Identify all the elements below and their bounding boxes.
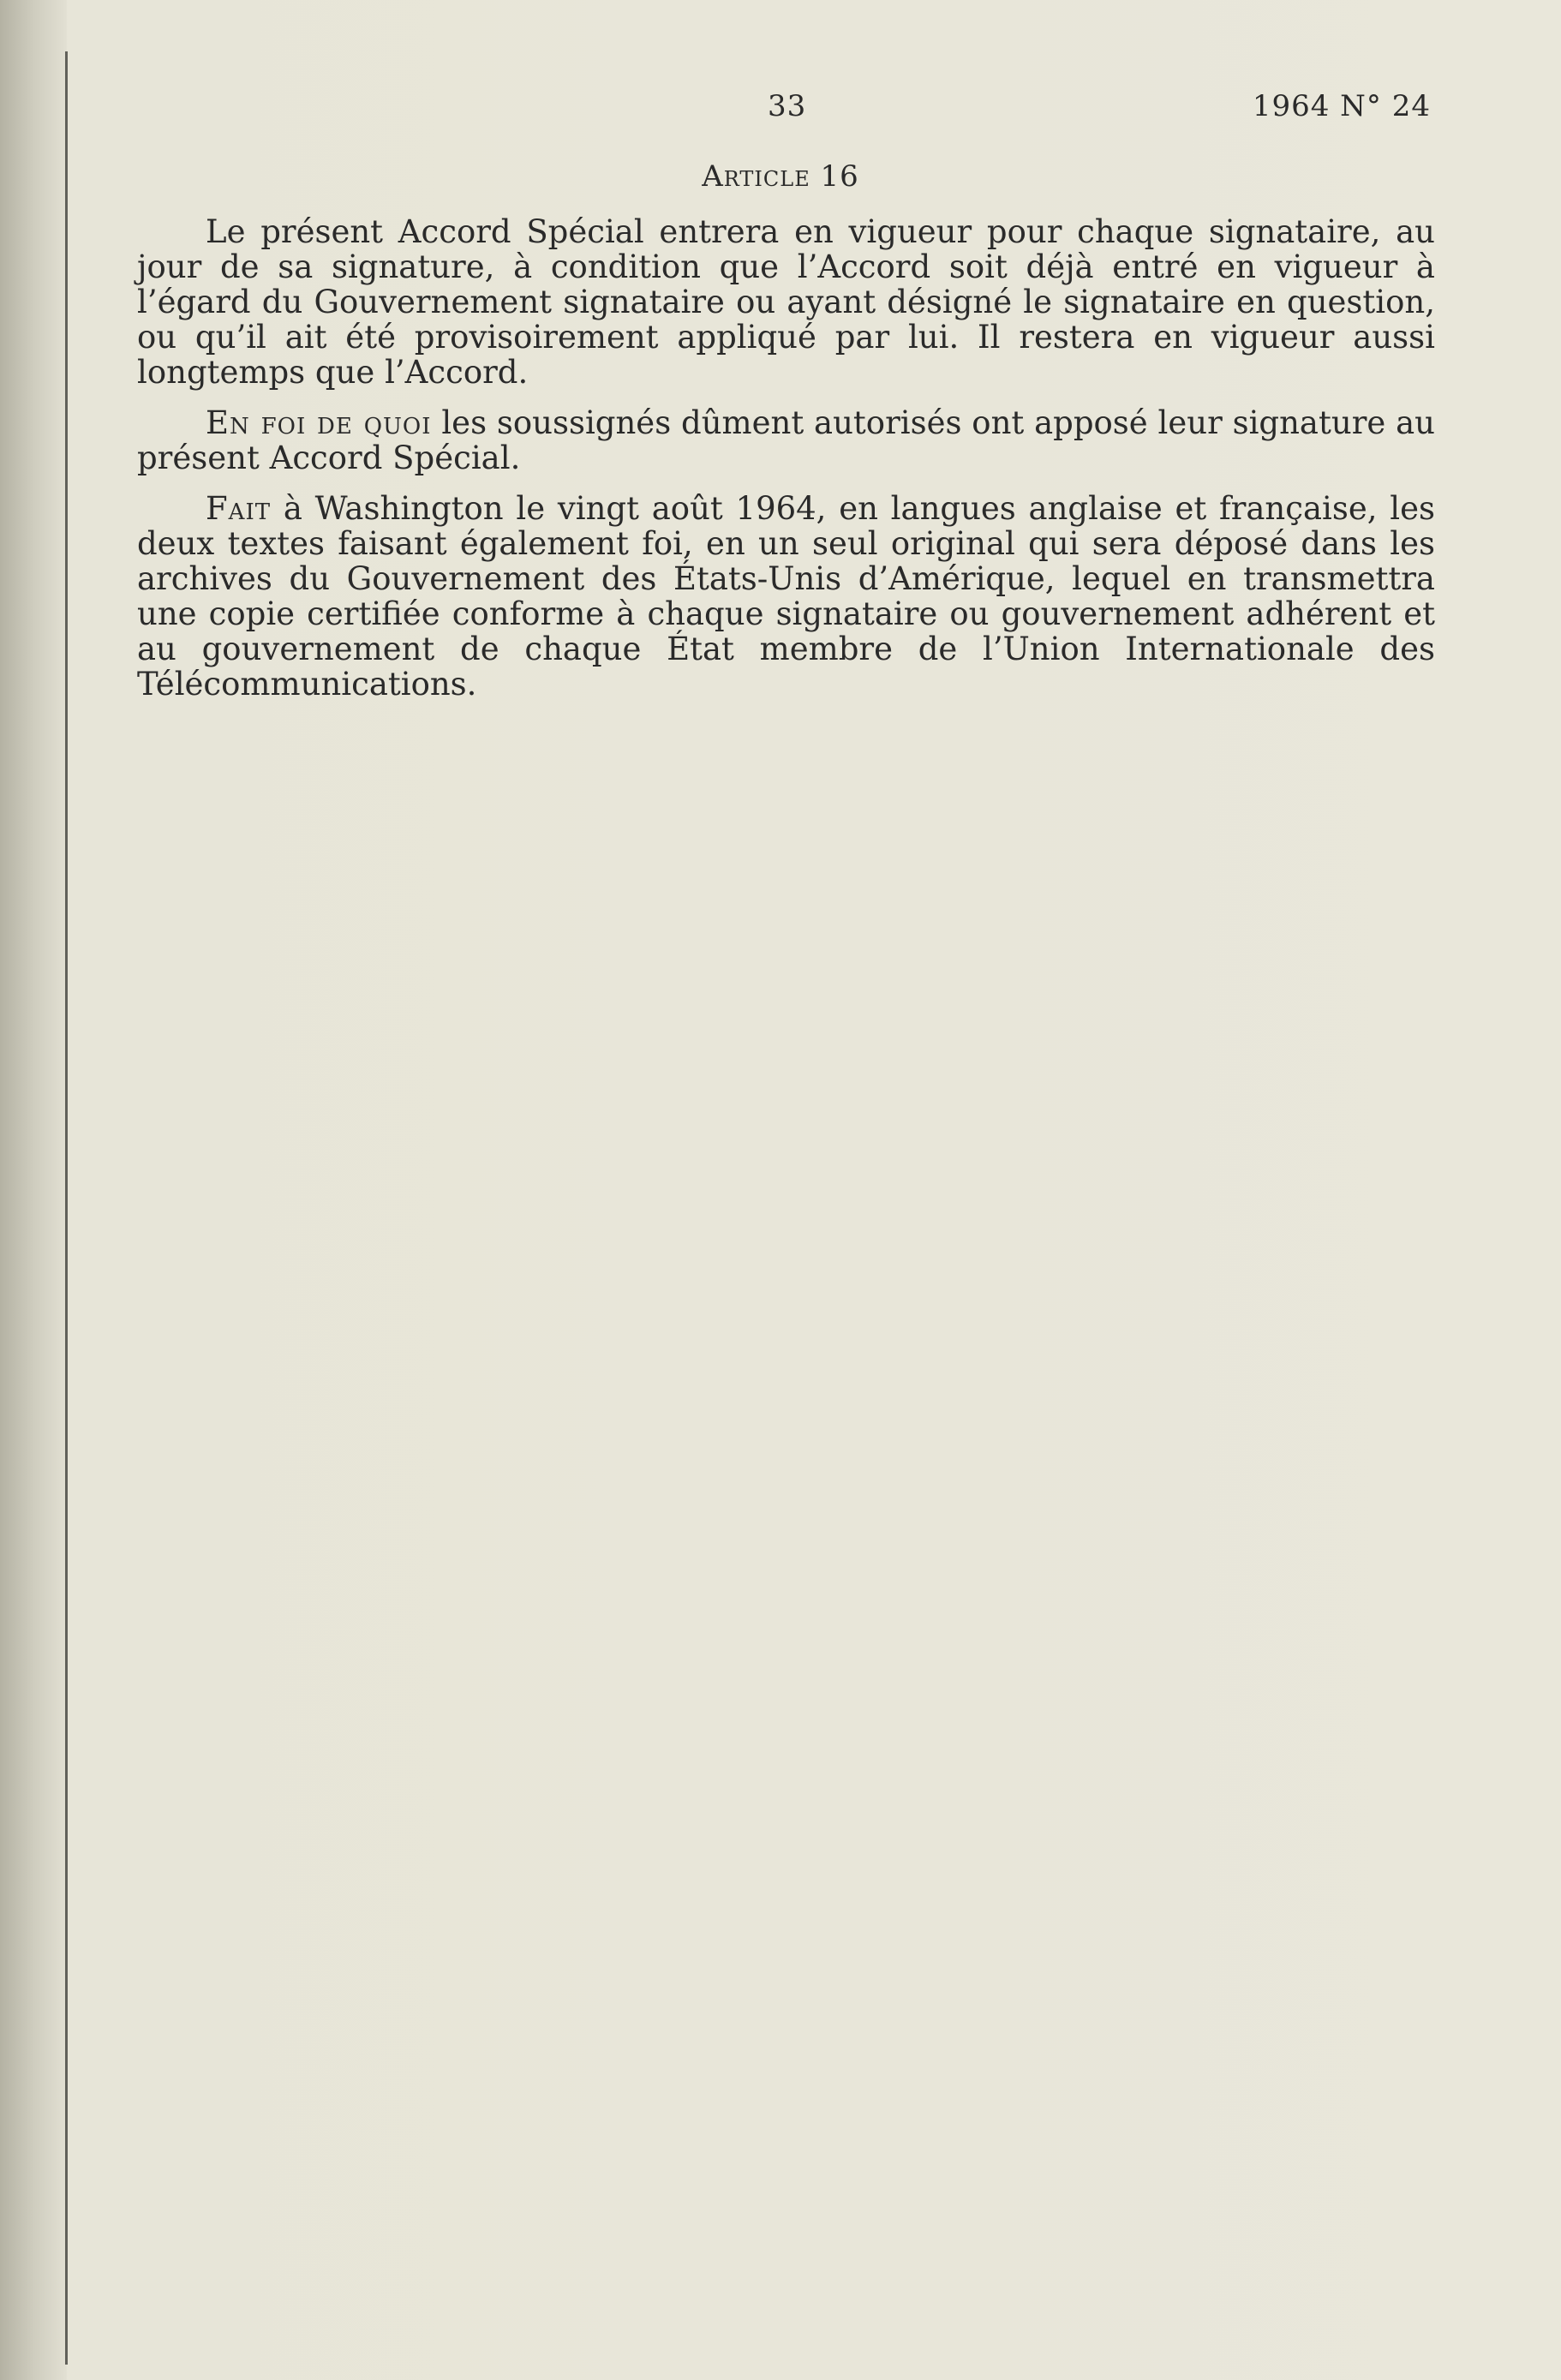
paragraph-lead: Fait bbox=[206, 490, 272, 527]
page-header bbox=[137, 89, 1439, 132]
paragraph-text: les soussignés dûment autorisés ont apposé leur signature au présent Accord Spécial. bbox=[137, 404, 1435, 476]
book-spine-shadow bbox=[0, 0, 67, 2380]
paragraph-lead: En foi de quoi bbox=[206, 404, 432, 441]
paragraph-in-witness bbox=[137, 405, 1435, 475]
document-reference: 1964 N° 24 bbox=[1252, 89, 1431, 123]
binding-line bbox=[65, 51, 68, 2365]
article-title: Article 16 bbox=[702, 159, 859, 194]
page-number: 33 bbox=[768, 89, 807, 123]
article-body bbox=[137, 214, 1435, 717]
paragraph-entry-into-force: Le présent Accord Spécial entrera en vigueur pour chaque signataire, au jour de sa signature, à condition que l’Accord soit déjà entré en vigueur à l’égard du Gouvernement signataire ou ayant désigné le signataire en question, ou qu’il ait été provisoirement appliqué par lui. Il restera en vigueur aussi longtemps que l’Accord. bbox=[137, 213, 1435, 391]
paragraph-done-at bbox=[137, 491, 1435, 702]
paragraph-text: à Washington le vingt août 1964, en langues anglaise et française, les deux textes faisant également foi, en un seul original qui sera déposé dans les archives du Gouvernement des États-Unis d’Amérique, lequel en transmettra une copie certifiée conforme à chaque signataire ou gouvernement adhérent et au gouvernement de chaque État membre de l’Union Internationale des Télécommunications. bbox=[137, 490, 1435, 703]
